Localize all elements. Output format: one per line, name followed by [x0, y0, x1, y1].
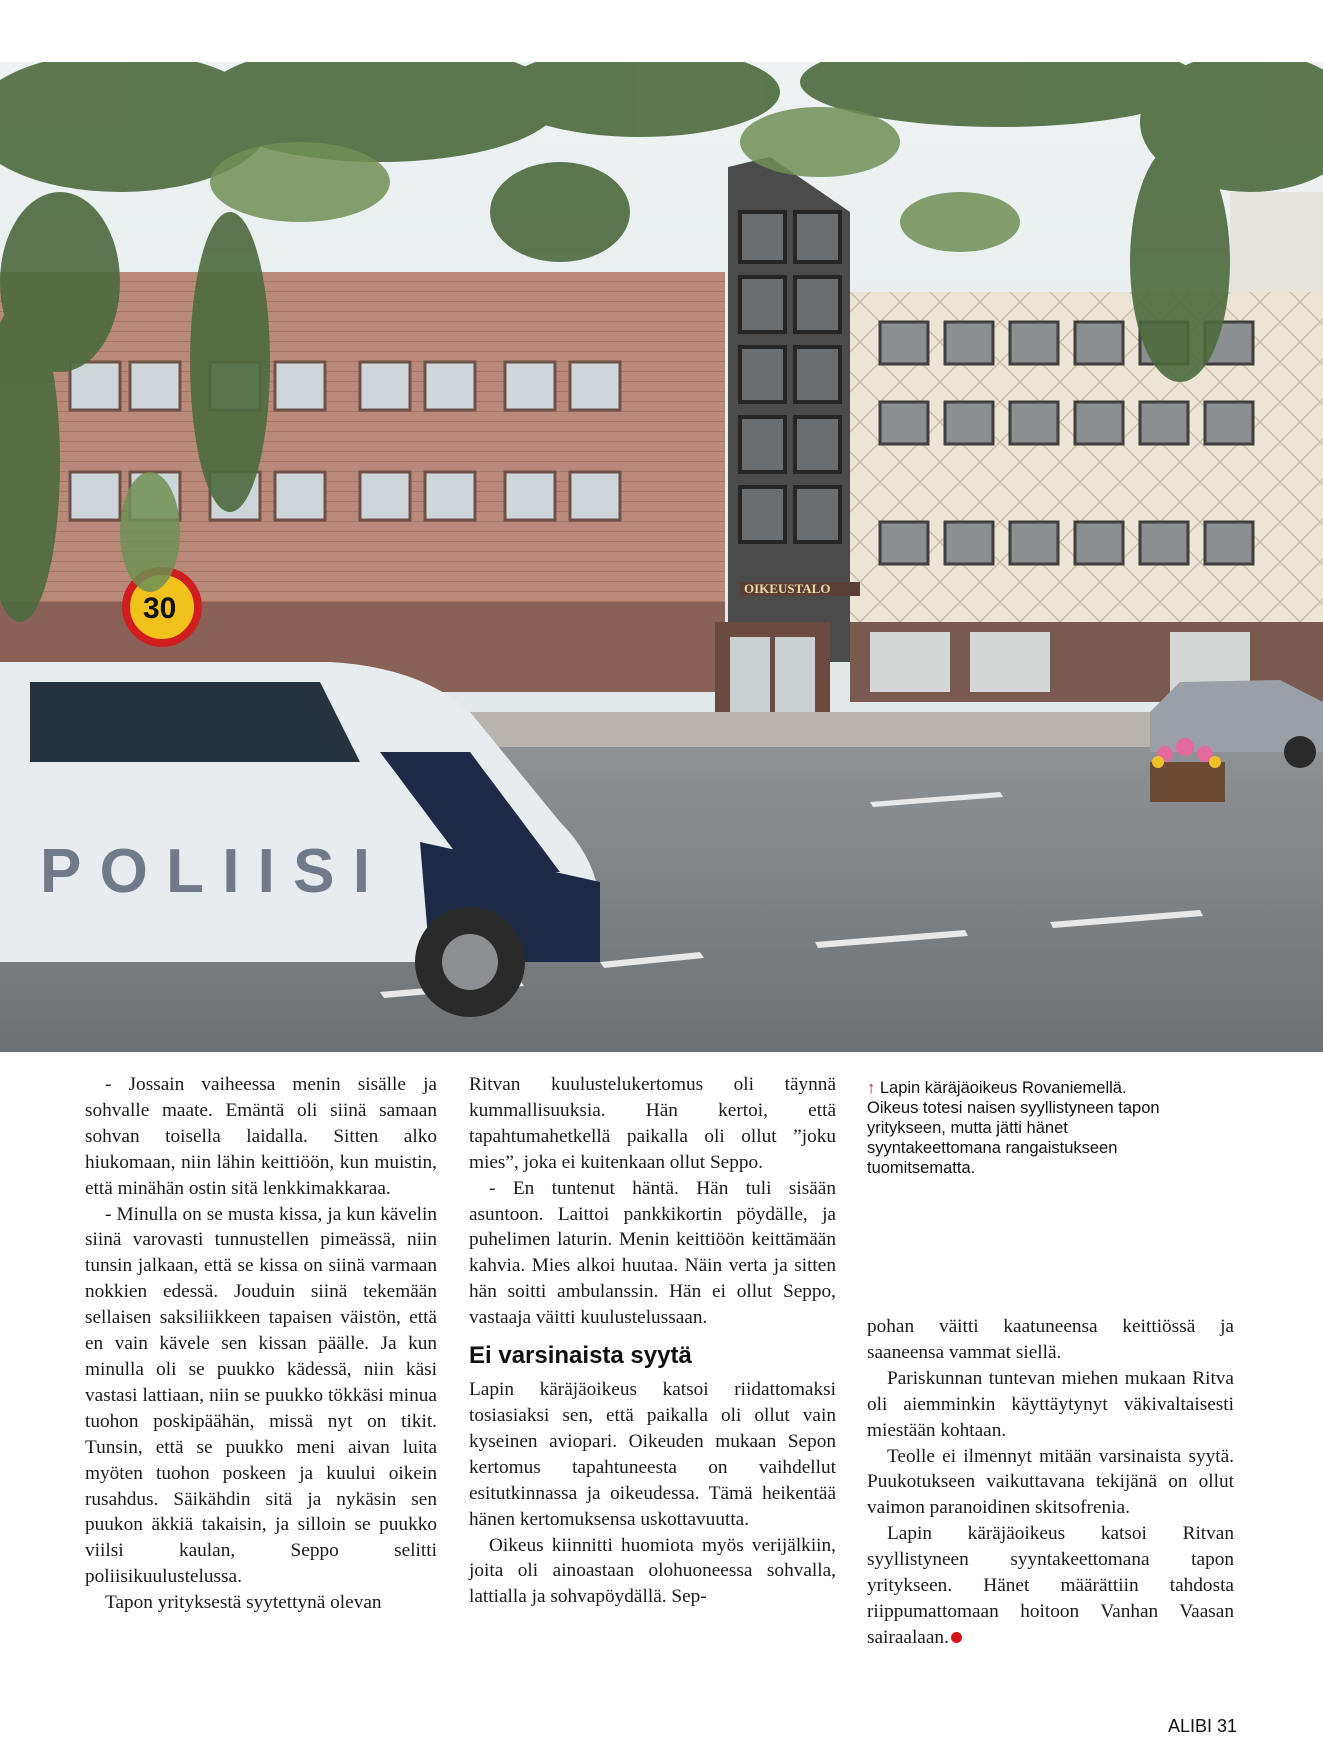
end-of-article-dot-icon [951, 1632, 962, 1643]
page-folio: ALIBI 31 [1167, 1716, 1237, 1736]
article-paragraph: Lapin käräjäoikeus katsoi riidattomaksi tosiasiaksi sen, että paikalla oli ollut vain kyseinen aviopari. Oikeuden mukaan Sepon kertomus tapahtuneesta on vaihdellut esitutkinnassa ja oikeudessa. Tämä heikentää hänen kertomuksensa uskottavuutta. [469, 1379, 836, 1530]
article-paragraph: Teolle ei ilmennyt mitään varsinaista syytä. Puukotukseen vaikuttavana tekijänä on ollut vaimon paranoidinen skitsofrenia. [867, 1445, 1234, 1519]
article-paragraph: - Minulla on se musta kissa, ja kun kävelin siinä varovasti tunnustellen pimeässä, niin tunsin jalkaan, että se kissa on siinä varmaan nokkien edessä. Jouduin siinä tekemään sellaisen saksiliikkeen tapaisen väistön, että en vain kävele sen kissan päälle. Ja kun minulla oli se puukko kädessä, niin käsi vastasi lattiaan, niin se puukko tökkäsi minua tuohon poskipäähän, missä nyt on tikit. Tunsin, että se puukko meni aivan luita myöten tuohon poskeen ja kuului oikein rusahdus. Säikähdin sitä ja nykäsin sen puukon äkkiä takaisin, ja silloin se puukko viilsi kaulan, Seppo selitti poliisikuulustelussa. [85, 1203, 437, 1588]
courthouse-photo-illustration [0, 62, 1323, 1052]
section-subheading: Ei varsinaista syytä [469, 1342, 692, 1370]
article-column-3 [867, 1314, 1234, 1651]
article-paragraph-text: Lapin käräjäoikeus katsoi Ritvan syyllistyneen syyntakeettomana tapon yritykseen. Hänet määrättiin tahdosta riippumattomaan hoitoon Vanhan Vaasan sairaalaan. [867, 1523, 1234, 1648]
article-paragraph: Tapon yrityksestä syytettynä olevan [105, 1592, 382, 1614]
article-paragraph: - Jossain vaiheessa menin sisälle ja sohvalle maate. Emäntä oli siinä samaan sohvan toisella laidalla. Sitten alko hiukomaan, niin lähin keittiöön, kun muistin, että minähän ostin sitä lenkkimakkaraa. [85, 1074, 437, 1199]
van-livery-text: POLIISI [40, 837, 370, 906]
article-paragraph: - En tuntenut häntä. Hän tuli sisään asuntoon. Laittoi pankkikortin pöydälle, ja puhelimen laturin. Menin keittiöön keittämään kahvia. Mies alkoi huutaa. Näin verta ja sitten hän soitti ambulanssin. Hän ei ollut Seppo, vastaaja väitti kuulustelussaan. [469, 1177, 836, 1329]
article-paragraph-last [867, 1521, 1234, 1651]
article-paragraph: pohan väitti kaatuneensa keittiössä ja saaneensa vammat siellä. [867, 1316, 1234, 1363]
speed-sign-text: 30 [143, 592, 177, 625]
article-paragraph: Pariskunnan tuntevan miehen mukaan Ritva oli aiemminkin käyttäytynyt väkivaltaisesti miestään kohtaan. [867, 1367, 1234, 1441]
caption-text: Lapin käräjäoikeus Rovaniemellä. Oikeus totesi naisen syyllistyneen tapon yritykseen, mutta jätti hänet syyntakeettomana rangaistukseen tuomitsematta. [867, 1079, 1160, 1177]
article-paragraph: Ritvan kuulustelukertomus oli täynnä kummallisuuksia. Hän kertoi, että tapahtumahetkellä paikalla oli ollut ”joku mies”, joka ei kuitenkaan ollut Seppo. [469, 1074, 836, 1173]
article-paragraph: Oikeus kiinnitti huomiota myös verijälkiin, joita oli ainoastaan olohuoneessa sohvalla, lattialla ja sohvapöydällä. Sep- [469, 1534, 836, 1608]
article-column-1 [85, 1072, 437, 1616]
article-column-2 [469, 1072, 836, 1610]
courthouse-sign-text: OIKEUSTALO [744, 581, 831, 596]
arrow-up-icon: ↑ [867, 1079, 876, 1097]
photo-caption [867, 1078, 1167, 1178]
news-photo-courthouse [0, 62, 1323, 1052]
